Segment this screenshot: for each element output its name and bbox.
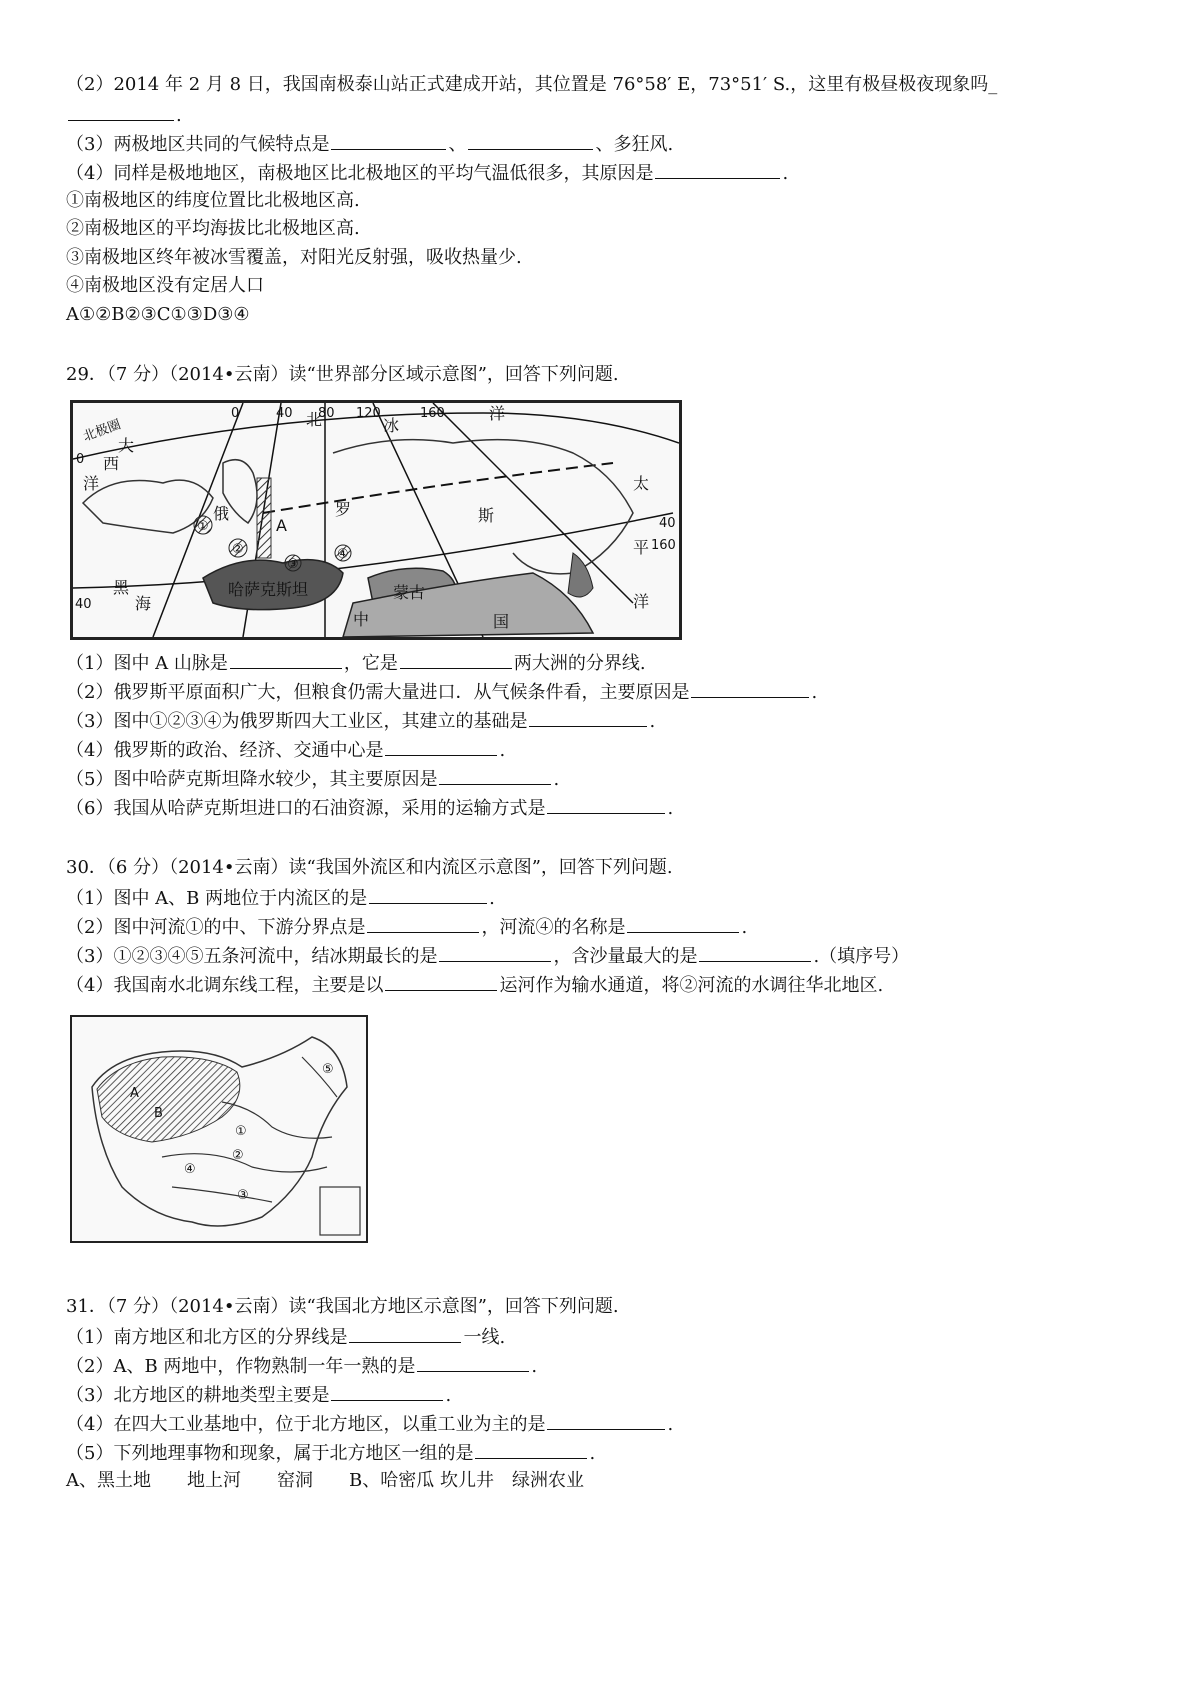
q31-part1: （1）南方地区和北方区的分界线是 一线.	[66, 1324, 505, 1350]
answer-blank[interactable]	[468, 131, 593, 150]
answer-blank[interactable]	[417, 1353, 529, 1372]
world-region-map	[70, 400, 682, 640]
answer-blank[interactable]	[439, 943, 551, 962]
answer-blank[interactable]	[230, 650, 342, 669]
region-label: 黑	[113, 578, 130, 597]
answer-blank[interactable]	[655, 160, 780, 179]
map-label-b: B	[154, 1106, 163, 1121]
lat-label: 160	[651, 538, 676, 553]
river-label: ②	[232, 1148, 244, 1163]
arctic-circle-label: 北极圈	[81, 417, 124, 445]
q28-part2	[66, 73, 997, 97]
lat-label: 0	[76, 452, 85, 467]
region-label: 北	[306, 410, 323, 429]
map-label-a: A	[130, 1086, 139, 1101]
q29-part3: （3）图中①②③④为俄罗斯四大工业区，其建立的基础是 .	[66, 708, 655, 734]
river-label: ④	[184, 1162, 196, 1177]
region-label: 冰	[383, 416, 400, 435]
q28-option-2: ②南极地区的平均海拔比北极地区高.	[66, 218, 360, 239]
region-label: 斯	[478, 506, 495, 525]
q31-part5: （5）下列地理事物和现象，属于北方地区一组的是 .	[66, 1440, 595, 1466]
region-label: 西	[103, 454, 120, 473]
q30-part1: （1）图中 A、B 两地位于内流区的是 .	[66, 885, 495, 911]
answer-blank[interactable]	[475, 1440, 587, 1459]
q28-part3: （3）两极地区共同的气候特点是 、 、多狂风.	[66, 131, 673, 157]
q29-header: 29．（7 分）（2014•云南）读“世界部分区域示意图”，回答下列问题.	[66, 364, 619, 385]
mark-label: ②	[232, 542, 244, 557]
region-label: 海	[135, 594, 152, 613]
lon-label: 120	[356, 406, 381, 421]
q31-header: 31．（7 分）（2014•云南）读“我国北方地区示意图”，回答下列问题.	[66, 1296, 619, 1317]
lon-label: 40	[276, 406, 293, 421]
region-label: 中	[353, 610, 370, 629]
region-label: 国	[493, 612, 510, 631]
q31-part3: （3）北方地区的耕地类型主要是 .	[66, 1382, 451, 1408]
lon-label: 80	[318, 406, 335, 421]
answer-blank[interactable]	[385, 972, 497, 991]
river-label: ①	[235, 1124, 247, 1139]
region-label: 洋	[633, 592, 650, 611]
region-label: 大	[118, 436, 135, 455]
answer-blank[interactable]	[699, 943, 811, 962]
answer-blank[interactable]	[547, 1411, 665, 1430]
q29-part4: （4）俄罗斯的政治、经济、交通中心是 .	[66, 737, 505, 763]
region-label: 平	[633, 538, 650, 557]
q29-part2: （2）俄罗斯平原面积广大，但粮食仍需大量进口．从气候条件看，主要原因是 .	[66, 679, 817, 705]
answer-blank[interactable]	[349, 1324, 461, 1343]
region-label: 哈萨克斯坦	[228, 580, 309, 599]
answer-blank[interactable]	[529, 708, 647, 727]
q28-part4: （4）同样是极地地区，南极地区比北极地区的平均气温低很多，其原因是 .	[66, 160, 788, 186]
q31-choices: A、黑土地 地上河 窑洞 B、哈密瓜 坎儿井 绿洲农业	[66, 1470, 584, 1491]
answer-blank[interactable]	[369, 885, 487, 904]
q28-part2-text: （2）2014 年 2 月 8 日，我国南极泰山站正式建成开站，其位置是 76°58′ E，73°51′ S.，这里有极昼极夜现象吗_	[66, 74, 998, 95]
q28-option-3: ③南极地区终年被冰雪覆盖，对阳光反射强，吸收热量少.	[66, 247, 522, 268]
river-label: ③	[237, 1188, 249, 1203]
answer-blank[interactable]	[331, 131, 446, 150]
q28-option-4: ④南极地区没有定居人口	[66, 275, 264, 296]
q28-option-1: ①南极地区的纬度位置比北极地区高.	[66, 190, 360, 211]
answer-blank[interactable]	[68, 102, 174, 121]
region-label: 洋	[489, 404, 506, 423]
lat-label: 40	[75, 597, 92, 612]
q30-part3: （3）①②③④⑤五条河流中，结冰期最长的是 ，含沙量最大的是 .（填序号）	[66, 943, 909, 969]
q29-part1: （1）图中 A 山脉是 ，它是 两大洲的分界线.	[66, 650, 646, 676]
q29-part5: （5）图中哈萨克斯坦降水较少，其主要原因是 .	[66, 766, 559, 792]
q31-part4: （4）在四大工业基地中，位于北方地区，以重工业为主的是 .	[66, 1411, 673, 1437]
lon-label: 0	[231, 406, 240, 421]
world-region-map-svg	[73, 403, 679, 637]
answer-blank[interactable]	[547, 795, 665, 814]
q31-part2: （2）A、B 两地中，作物熟制一年一熟的是 .	[66, 1353, 537, 1379]
q30-part2: （2）图中河流①的中、下游分界点是 ，河流④的名称是 .	[66, 914, 747, 940]
region-label: 俄	[213, 504, 230, 523]
q30-part4: （4）我国南水北调东线工程，主要是以 运河作为输水通道，将②河流的水调往华北地区.	[66, 972, 883, 998]
china-drainage-map-svg	[72, 1017, 366, 1241]
answer-blank[interactable]	[439, 766, 551, 785]
answer-blank[interactable]	[691, 679, 809, 698]
region-label: A	[276, 516, 287, 535]
q29-part6: （6）我国从哈萨克斯坦进口的石油资源，采用的运输方式是 .	[66, 795, 673, 821]
mark-label: ④	[337, 547, 349, 562]
region-label: 蒙古	[393, 583, 426, 602]
q28-choices: A①②B②③C①③D③④	[66, 304, 250, 325]
region-label: 洋	[83, 474, 100, 493]
mark-label: ①	[197, 519, 209, 534]
q28-part2-cont: .	[66, 102, 182, 128]
lon-label: 160	[420, 406, 445, 421]
lat-label: 40	[659, 516, 676, 531]
region-label: 太	[633, 474, 650, 493]
q30-header: 30．（6 分）（2014•云南）读“我国外流区和内流区示意图”，回答下列问题.	[66, 857, 673, 878]
china-drainage-map	[70, 1015, 368, 1243]
river-label: ⑤	[322, 1062, 334, 1077]
answer-blank[interactable]	[331, 1382, 443, 1401]
answer-blank[interactable]	[367, 914, 479, 933]
mark-label: ③	[287, 557, 299, 572]
answer-blank[interactable]	[627, 914, 739, 933]
answer-blank[interactable]	[400, 650, 512, 669]
region-label: 罗	[335, 500, 352, 519]
answer-blank[interactable]	[385, 737, 497, 756]
